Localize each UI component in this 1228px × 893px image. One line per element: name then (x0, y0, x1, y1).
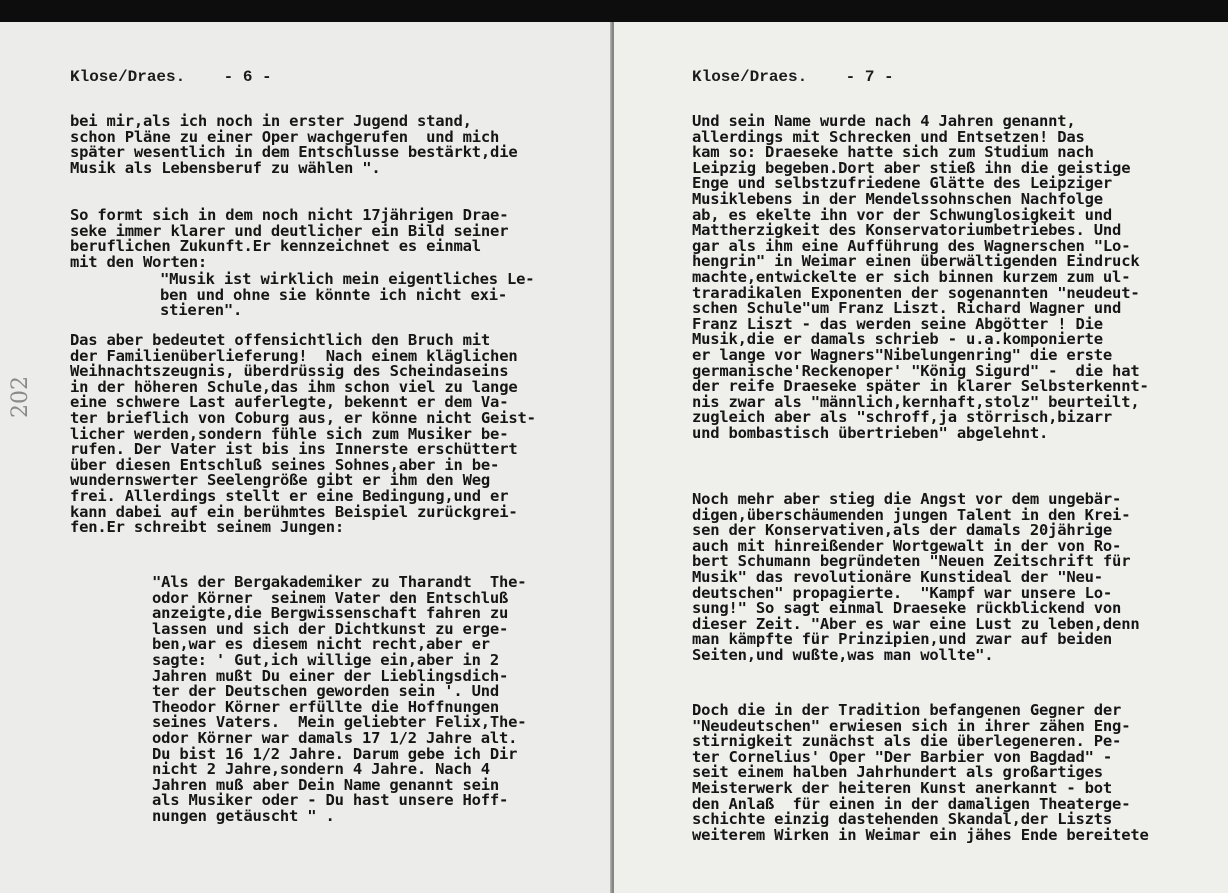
handwritten-margin-number: 202 (8, 376, 33, 418)
left-quote-1: "Musik ist wirklich mein eigentliches Le- ben und ohne sie könnte ich nicht exi- stieren". (160, 270, 535, 320)
page-header-left: Klose/Draes. - 6 - (70, 68, 272, 86)
left-paragraph-2: So formt sich in dem noch nicht 17jährigen Drae- seke immer klarer und deutlicher ein Bild seiner beruflichen Zukunft.Er kennzeichnet es einmal mit den Worten: (70, 206, 509, 271)
left-page (0, 22, 612, 893)
left-paragraph-1: bei mir,als ich noch in erster Jugend stand, schon Pläne zu einer Oper wachgerufen und mich später wesentlich in dem Entschlusse bestärkt,die Musik als Lebensberuf zu wählen ". (70, 112, 518, 177)
right-paragraph-2: Noch mehr aber stieg die Angst vor dem ungebär- digen,überschäumenden jungen Talent in den Krei- sen der Konservativen,als der damals 20jährige auch mit hinreißender Wortgewalt in der von Ro- bert Schumann begründeten "Neuen Zeitschrift für Musik" das revolutionäre Kunstideal der "Neu- deutschen" propagierte. "Kampf war unsere Lo- sung!" So sagt einmal Draeseke rückblickend von dieser Zeit. "Aber es war eine Lust zu leben,denn man kämpfte für Prinzipien,und zwar auf beiden Seiten,und wußte,was man wollte". (692, 490, 1140, 664)
right-paragraph-3: Doch die in der Tradition befangenen Gegner der "Neudeutschen" erwiesen sich in ihrer zähen Eng- stirnigkeit zunächst als die überlegeneren. Pe- ter Cornelius' Oper "Der Barbier von Bagdad" - seit einem halben Jahrhundert als großartiges Meisterwerk der heiteren Kunst anerkannt - bot den Anlaß für einen in der damaligen Theaterge- schichte einzig dastehenden Skandal,der Liszts weiterem Wirken in Weimar ein jähes Ende bereitete (692, 701, 1149, 844)
scan-top-edge (0, 0, 1228, 24)
right-page (614, 22, 1228, 893)
page-header-right: Klose/Draes. - 7 - (692, 68, 894, 86)
left-paragraph-3: Das aber bedeutet offensichtlich den Bruch mit der Familienüberlieferung! Nach einem kläglichen Weihnachtszeugnis, überdrüssig des Scheindaseins in der höheren Schule,das ihm schon viel zu lange eine schwere Last auferlegte, bekennt er dem Va- ter brieflich von Coburg aus, er könne nicht Geist- licher werden,sondern fühle sich zum Musiker be- rufen. Der Vater ist bis ins Innerste erschüttert über diesen Entschluß seines Sohnes,aber in be- wundernswerter Seelengröße gibt er ihm den Weg frei. Allerdings stellt er eine Bedingung,und er kann dabei auf ein berühmtes Beispiel zurückgrei- fen.Er schreibt seinem Jungen: (70, 331, 536, 537)
left-quote-2: "Als der Bergakademiker zu Tharandt The- odor Körner seinem Vater den Entschluß anzeigte,die Bergwissenschaft fahren zu lassen und sich der Dichtkunst zu erge- ben,war es diesem nicht recht,aber er sagte: ' Gut,ich willige ein,aber in 2 Jahren mußt Du einer der Lieblingsdich- ter der Deutschen geworden sein '. Und Theodor Körner erfüllte die Hoffnungen seines Vaters. Mein geliebter Felix,The- odor Körner war damals 17 1/2 Jahre alt. Du bist 16 1/2 Jahre. Darum gebe ich Dir nicht 2 Jahre,sondern 4 Jahre. Nach 4 Jahren muß aber Dein Name genannt sein als Musiker oder - Du hast unsere Hoff- nungen getäuscht " . (152, 573, 527, 825)
right-paragraph-1: Und sein Name wurde nach 4 Jahren genannt, allerdings mit Schrecken und Entsetzen! Das kam so: Draeseke hatte sich zum Studium nach Leipzig begeben.Dort aber stieß ihn die geistige Enge und selbstzufriedene Glätte des Leipziger Musiklebens in der Mendelssohnschen Nachfolge ab, es ekelte ihn vor der Schwunglosigkeit und Mattherzigkeit des Konservatoriumbetriebes. Und gar als ihm eine Aufführung des Wagnerschen "Lo- hengrin" in Weimar einen überwältigenden Eindruck machte,entwickelte er sich binnen kurzem zum ul- traradikalen Exponenten der sogenannten "neudeut- schen Schule"um Franz Liszt. Richard Wagner und Franz Liszt - das werden seine Abgötter ! Die Musik,die er damals schrieb - u.a.komponierte er lange vor Wagners"Nibelungenring" die erste germanische'Reckenoper' "König Sigurd" - die hat der reife Draeseke später in klarer Selbsterkennt- nis zwar als "männlich,kernhaft,stolz" beurteilt, zugleich aber als "schroff,ja störrisch,bizarr und bombastisch übertrieben" abgelehnt. (692, 112, 1149, 442)
